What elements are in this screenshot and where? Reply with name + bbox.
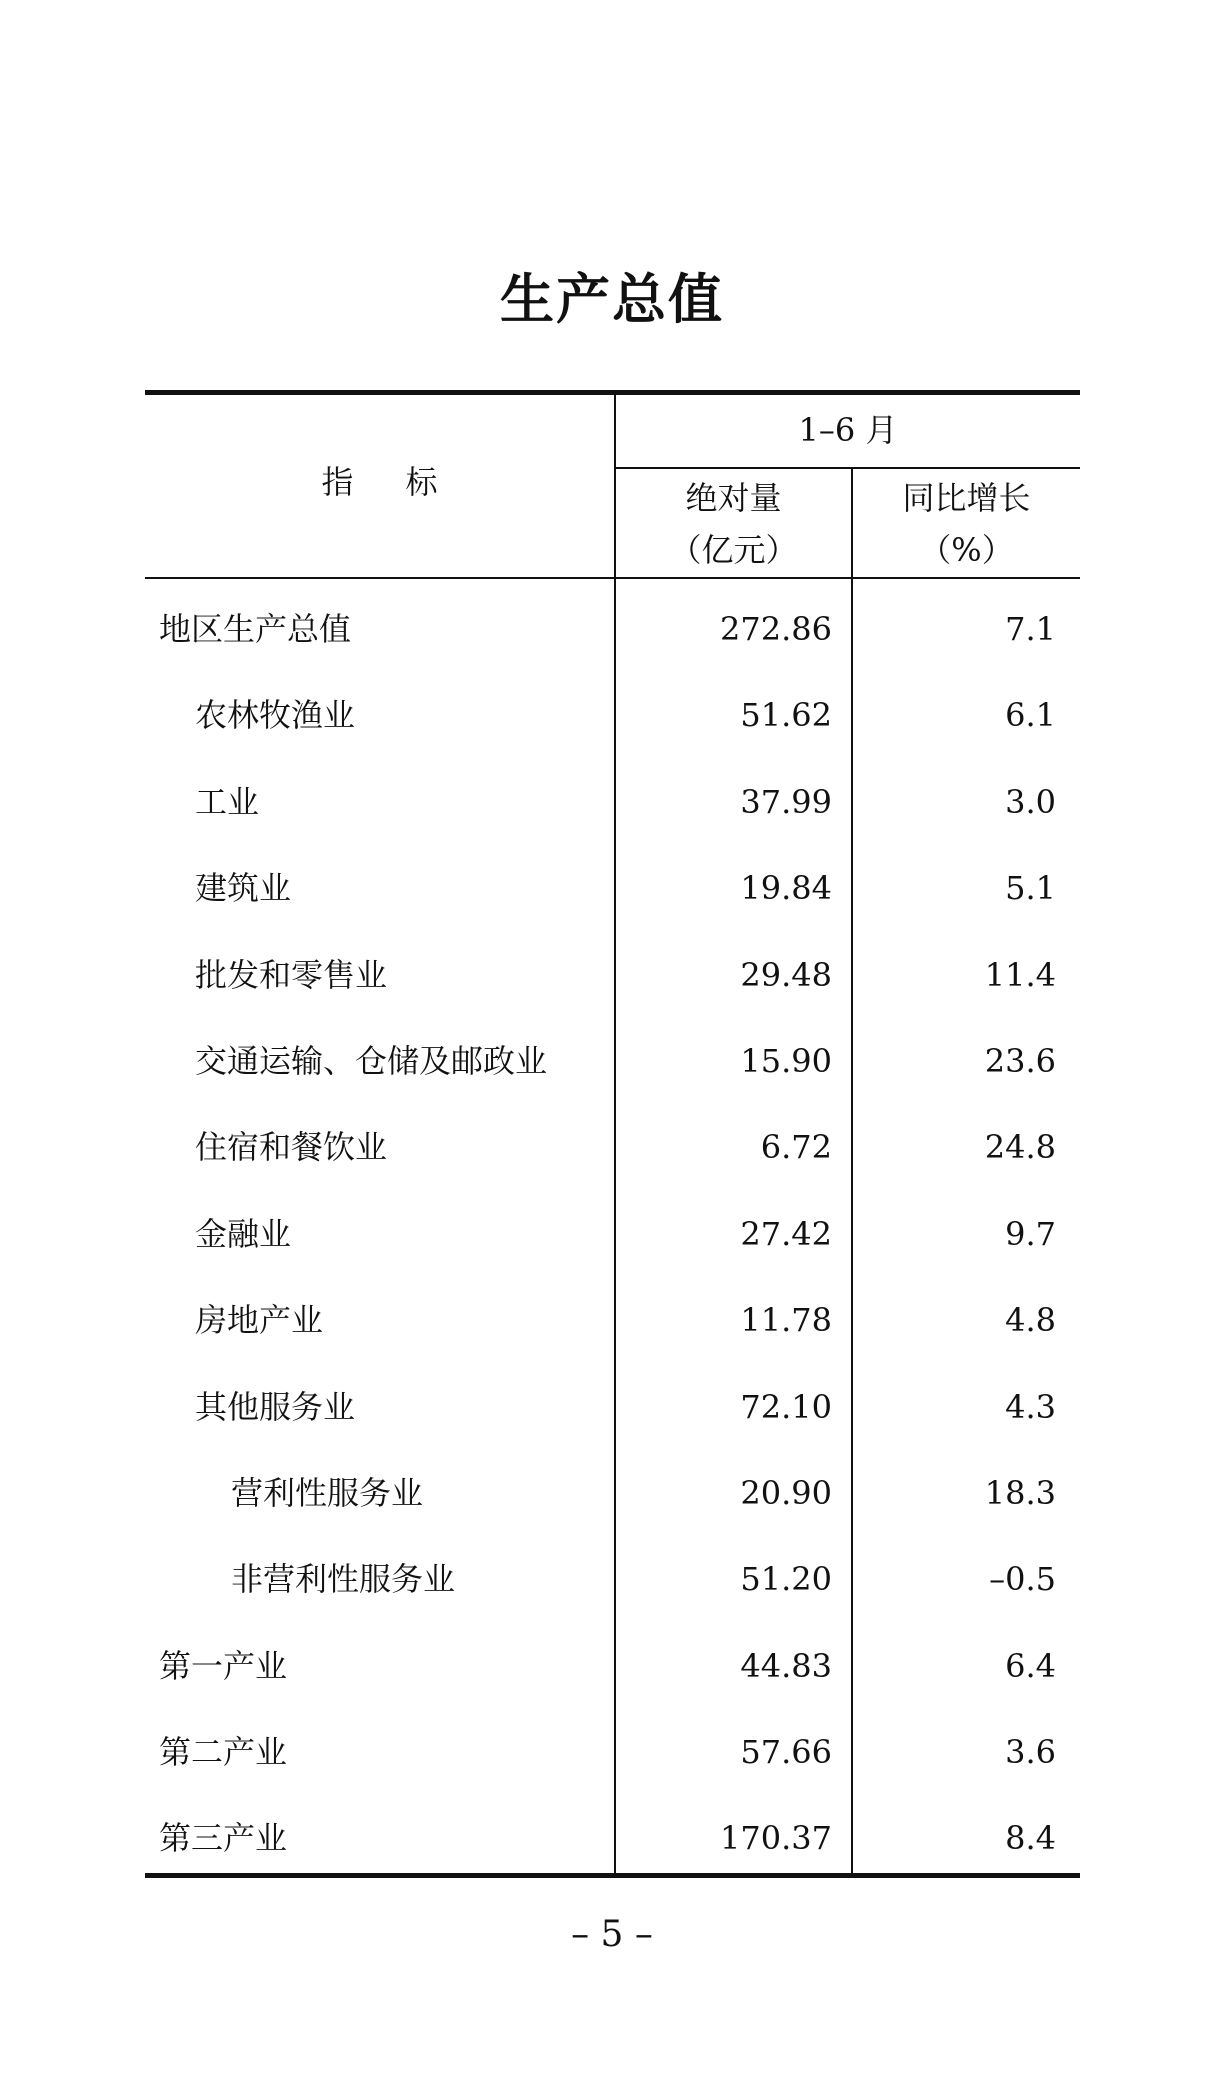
- table-top-rule: [145, 390, 1080, 395]
- row-absolute-value: 272.86: [720, 610, 832, 648]
- row-growth-value: –0.5: [989, 1560, 1056, 1599]
- row-absolute-value: 72.10: [740, 1387, 832, 1426]
- page-number: – 5 –: [571, 1914, 653, 1955]
- table-row: [145, 759, 1080, 845]
- row-absolute-value: 20.90: [740, 1473, 832, 1512]
- row-growth-value: 9.7: [1005, 1214, 1056, 1253]
- table-row: [145, 1277, 1080, 1363]
- row-label: 建筑业: [195, 869, 292, 908]
- row-growth-value: 24.8: [984, 1128, 1056, 1167]
- row-growth-value: 3.6: [1005, 1733, 1056, 1772]
- table-row: [145, 932, 1080, 1018]
- header-bottom-rule: [145, 577, 1080, 579]
- page-title: 生产总值: [500, 268, 724, 331]
- header-indicator: 指标: [321, 463, 490, 501]
- row-label: 房地产业: [195, 1301, 324, 1340]
- header-absolute-unit: （亿元）: [669, 531, 798, 569]
- row-absolute-value: 44.83: [740, 1646, 832, 1685]
- table-row: [145, 1709, 1080, 1795]
- header-growth-label: 同比增长: [902, 479, 1031, 517]
- row-label: 农林牧渔业: [195, 696, 356, 735]
- row-label: 非营利性服务业: [231, 1560, 456, 1599]
- row-absolute-value: 57.66: [740, 1733, 832, 1772]
- table-body: [145, 586, 1080, 1882]
- row-label: 交通运输、仓储及邮政业: [195, 1041, 548, 1080]
- row-growth-value: 11.4: [984, 955, 1056, 994]
- row-absolute-value: 27.42: [740, 1214, 832, 1253]
- period-sub-rule: [615, 467, 1080, 469]
- header-absolute: [616, 478, 851, 570]
- row-absolute-value: 37.99: [740, 782, 832, 821]
- table-row: [145, 1795, 1080, 1881]
- table-row: [145, 1623, 1080, 1709]
- row-absolute-value: 11.78: [740, 1301, 832, 1340]
- row-growth-value: 8.4: [1005, 1819, 1056, 1858]
- header-growth: [853, 478, 1080, 570]
- row-absolute-value: 6.72: [760, 1128, 832, 1167]
- row-label: 工业: [195, 782, 260, 821]
- table-row: [145, 845, 1080, 931]
- row-label: 批发和零售业: [195, 955, 388, 994]
- row-growth-value: 23.6: [984, 1041, 1056, 1080]
- row-label: 地区生产总值: [159, 610, 352, 648]
- row-label: 住宿和餐饮业: [195, 1128, 388, 1167]
- row-absolute-value: 170.37: [720, 1819, 832, 1858]
- table-row: [145, 1364, 1080, 1450]
- row-label: 营利性服务业: [231, 1473, 424, 1512]
- row-absolute-value: 51.62: [740, 696, 832, 735]
- row-label: 金融业: [195, 1214, 292, 1253]
- row-absolute-value: 51.20: [740, 1560, 832, 1599]
- table-row: [145, 586, 1080, 672]
- gdp-table: [145, 390, 1080, 1880]
- row-absolute-value: 29.48: [740, 955, 832, 994]
- table-row: [145, 1450, 1080, 1536]
- row-growth-value: 6.1: [1005, 696, 1056, 735]
- row-growth-value: 3.0: [1005, 782, 1056, 821]
- row-label: 第一产业: [159, 1646, 288, 1685]
- row-label: 其他服务业: [195, 1387, 356, 1426]
- table-row: [145, 1018, 1080, 1104]
- header-absolute-label: 绝对量: [685, 479, 782, 517]
- row-growth-value: 5.1: [1005, 869, 1056, 908]
- table-row: [145, 1191, 1080, 1277]
- table-row: [145, 1536, 1080, 1622]
- table-row: [145, 672, 1080, 758]
- row-growth-value: 18.3: [984, 1473, 1056, 1512]
- table-row: [145, 1104, 1080, 1190]
- row-absolute-value: 15.90: [740, 1041, 832, 1080]
- row-growth-value: 7.1: [1005, 610, 1056, 648]
- header-period: 1–6 月: [798, 411, 898, 449]
- row-growth-value: 6.4: [1005, 1646, 1056, 1685]
- header-growth-unit: （%）: [919, 531, 1014, 569]
- row-absolute-value: 19.84: [740, 869, 832, 908]
- row-growth-value: 4.3: [1005, 1387, 1056, 1426]
- row-label: 第三产业: [159, 1819, 288, 1858]
- row-growth-value: 4.8: [1005, 1301, 1056, 1340]
- row-label: 第二产业: [159, 1733, 288, 1772]
